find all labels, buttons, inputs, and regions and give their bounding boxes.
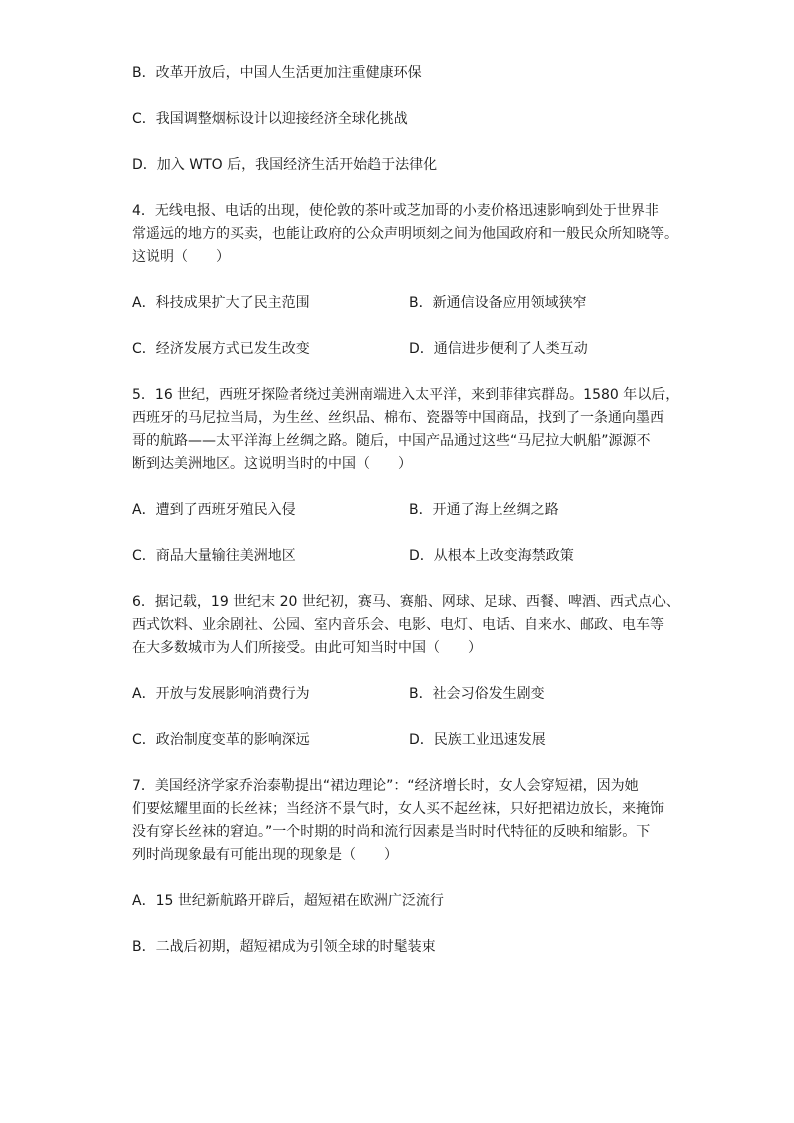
question-4 (132, 200, 678, 269)
question-6-stem-line-1: 6．据记载，19 世纪末 20 世纪初，赛马、赛船、网球、足球、西餐、啤酒、西式点心、 (132, 594, 680, 610)
question-5-options-row-1 (132, 499, 672, 522)
question-5-option-a: A．遭到了西班牙殖民入侵 (132, 502, 296, 518)
option-c-prev: C．我国调整烟标设计以迎接经济全球化挑战 (132, 111, 408, 127)
question-5 (132, 384, 680, 476)
question-4-stem-line-1: 4．无线电报、电话的出现，使伦敦的茶叶或芝加哥的小麦价格迅速影响到处于世界非 (132, 203, 659, 219)
question-7-stem-line-1: 7．美国经济学家乔治泰勒提出“裙边理论”：“经济增长时，女人会穿短裙，因为她 (132, 778, 639, 794)
question-4-option-a: A．科技成果扩大了民主范围 (132, 295, 310, 311)
question-5-option-c: C．商品大量输往美洲地区 (132, 548, 296, 564)
question-5-option-b: B．开通了海上丝绸之路 (409, 502, 559, 518)
question-5-stem-line-1: 5．16 世纪，西班牙探险者绕过美洲南端进入太平洋，来到菲律宾群岛。1580 年以后， (132, 387, 680, 403)
question-4-stem-line-2: 常遥远的地方的买卖，也能让政府的公众声明顷刻之间为他国政府和一般民众所知晓等。 (132, 226, 678, 242)
question-7-stem-line-2: 们要炫耀里面的长丝袜；当经济不景气时，女人买不起丝袜，只好把裙边放长，来掩饰 (132, 801, 664, 817)
question-6-options-row-2 (132, 729, 672, 752)
option-b-prev: B．改革开放后，中国人生活更加注重健康环保 (132, 65, 422, 81)
question-5-stem-line-3: 哥的航路——太平洋海上丝绸之路。随后，中国产品通过这些“马尼拉大帆船”源源不 (132, 433, 651, 449)
question-6-option-a: A．开放与发展影响消费行为 (132, 686, 310, 702)
question-5-options-row-2 (132, 545, 672, 568)
option-d-prev: D．加入 WTO 后，我国经济生活开始趋于法律化 (132, 157, 438, 173)
question-6-option-c: C．政治制度变革的影响深远 (132, 732, 310, 748)
question-5-stem-line-2: 西班牙的马尼拉当局，为生丝、丝织品、棉布、瓷器等中国商品，找到了一条通向墨西 (132, 410, 664, 426)
document-page (132, 62, 680, 959)
question-7-option-b: B．二战后初期，超短裙成为引领全球的时髦装束 (132, 939, 436, 955)
question-6 (132, 591, 680, 660)
question-4-options-row-2 (132, 338, 672, 361)
question-4-stem-line-3: 这说明（ ） (132, 249, 230, 265)
question-6-stem-line-3: 在大多数城市为人们所接受。由此可知当时中国（ ） (132, 640, 482, 656)
question-4-option-c: C．经济发展方式已发生改变 (132, 341, 310, 357)
question-7-stem-line-4: 列时尚现象最有可能出现的现象是（ ） (132, 847, 398, 863)
question-7 (132, 775, 672, 867)
question-4-option-b: B．新通信设备应用领域狭窄 (409, 295, 587, 311)
question-7-option-a: A．15 世纪新航路开辟后，超短裙在欧洲广泛流行 (132, 893, 444, 909)
question-6-option-b: B．社会习俗发生剧变 (409, 686, 545, 702)
question-6-option-d: D．民族工业迅速发展 (409, 732, 546, 748)
question-5-stem-line-4: 断到达美洲地区。这说明当时的中国（ ） (132, 456, 412, 472)
question-4-option-d: D．通信进步便利了人类互动 (409, 341, 588, 357)
question-6-stem-line-2: 西式饮料、业余剧社、公园、室内音乐会、电影、电灯、电话、自来水、邮政、电车等 (132, 617, 664, 633)
question-6-options-row-1 (132, 683, 672, 706)
question-5-option-d: D．从根本上改变海禁政策 (409, 548, 574, 564)
question-4-options-row-1 (132, 292, 672, 315)
question-7-stem-line-3: 没有穿长丝袜的窘迫。”一个时期的时尚和流行因素是当时时代特征的反映和缩影。下 (132, 824, 651, 840)
